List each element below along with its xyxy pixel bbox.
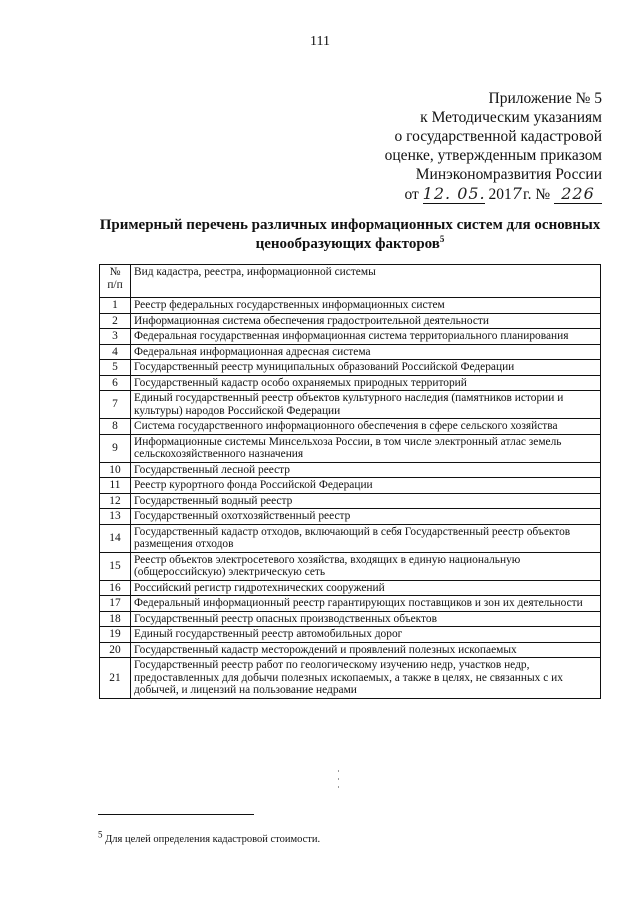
handwritten-order-number: 226 (561, 184, 595, 203)
handwritten-date: 12. 05. (422, 184, 486, 203)
row-number-cell: 7 (100, 391, 131, 419)
row-name-cell: Государственный водный реестр (131, 493, 601, 509)
row-number-cell: 6 (100, 375, 131, 391)
scan-marks (338, 770, 340, 790)
row-name-cell: Система государственного информационного обеспечения в сфере сельского хозяйства (131, 419, 601, 435)
row-name-cell: Федеральная информационная адресная система (131, 344, 601, 360)
row-name-cell: Реестр объектов электросетевого хозяйства, входящих в единую национальную (общероссийскую) электрическую сеть (131, 552, 601, 580)
footnote (98, 829, 321, 845)
row-name-cell: Государственный кадастр месторождений и проявлений полезных ископаемых (131, 642, 601, 658)
table-row (100, 580, 601, 596)
table-row (100, 658, 601, 699)
row-name-cell: Единый государственный реестр объектов культурного наследия (памятников истории и культуры) народов Российской Федерации (131, 391, 601, 419)
document-title (80, 216, 620, 254)
table-header-row (100, 265, 601, 298)
table-row (100, 329, 601, 345)
table-row (100, 524, 601, 552)
row-name-cell: Государственный реестр работ по геологическому изучению недр, участков недр, предоставленных для добычи полезных ископаемых, а также в целях, не связанных с их добычей, и лицензий на пользование недрами (131, 658, 601, 699)
row-number-cell: 10 (100, 462, 131, 478)
appendix-line-1: Приложение № 5 (488, 90, 602, 107)
table-row (100, 434, 601, 462)
table-row (100, 375, 601, 391)
footnote-divider (98, 814, 254, 815)
table-row (100, 391, 601, 419)
row-number-cell: 13 (100, 509, 131, 525)
header-number-abbrev: п/п (107, 278, 123, 291)
row-number-cell: 5 (100, 360, 131, 376)
row-name-cell: Реестр федеральных государственных информационных систем (131, 298, 601, 314)
row-name-cell: Федеральная государственная информационная система территориального планирования (131, 329, 601, 345)
header-number-cell (100, 265, 131, 298)
row-number-cell: 9 (100, 434, 131, 462)
row-number-cell: 14 (100, 524, 131, 552)
row-number-cell: 12 (100, 493, 131, 509)
year-suffix: г. № (522, 186, 551, 203)
row-number-cell: 2 (100, 313, 131, 329)
title-line-1: Примерный перечень различных информационных систем для основных (99, 217, 601, 233)
row-number-cell: 8 (100, 419, 131, 435)
appendix-date-line (350, 184, 602, 204)
order-number-field (554, 186, 602, 204)
systems-table (99, 264, 601, 699)
table-row (100, 298, 601, 314)
footnote-mark: 5 (98, 829, 103, 840)
row-number-cell: 16 (100, 580, 131, 596)
row-name-cell: Государственный охотхозяйственный реестр (131, 509, 601, 525)
row-name-cell: Государственный кадастр особо охраняемых природных территорий (131, 375, 601, 391)
handwritten-year-digit: 7 (511, 184, 523, 203)
row-number-cell: 19 (100, 627, 131, 643)
row-name-cell: Федеральный информационный реестр гарантирующих поставщиков и зон их деятельности (131, 596, 601, 612)
row-number-cell: 3 (100, 329, 131, 345)
row-name-cell: Реестр курортного фонда Российской Федерации (131, 478, 601, 494)
row-number-cell: 18 (100, 611, 131, 627)
year-prefix: 201 (488, 186, 512, 203)
row-number-cell: 15 (100, 552, 131, 580)
row-name-cell: Государственный реестр муниципальных образований Российской Федерации (131, 360, 601, 376)
row-number-cell: 4 (100, 344, 131, 360)
scan-dots (338, 770, 340, 790)
row-name-cell: Единый государственный реестр автомобильных дорог (131, 627, 601, 643)
header-number-symbol: № (109, 266, 121, 278)
table-row (100, 419, 601, 435)
table-row (100, 313, 601, 329)
footnote-text: Для целей определения кадастровой стоимости. (102, 834, 321, 845)
title-footnote-mark: 5 (439, 234, 445, 244)
title-line-2 (80, 235, 620, 254)
row-number-cell: 17 (100, 596, 131, 612)
table-row (100, 611, 601, 627)
table-row (100, 627, 601, 643)
title-line-2-text: ценообразующих факторов (255, 236, 440, 252)
row-number-cell: 20 (100, 642, 131, 658)
table-row (100, 462, 601, 478)
table-row (100, 493, 601, 509)
appendix-line-4: оценке, утвержденным приказом (384, 147, 602, 164)
table-row (100, 478, 601, 494)
appendix-line-5: Минэкономразвития России (415, 166, 602, 183)
row-name-cell: Государственный реестр опасных производственных объектов (131, 611, 601, 627)
row-number-cell: 11 (100, 478, 131, 494)
row-name-cell: Государственный лесной реестр (131, 462, 601, 478)
table-row (100, 509, 601, 525)
appendix-block (350, 89, 602, 204)
row-name-cell: Информационная система обеспечения градостроительной деятельности (131, 313, 601, 329)
row-name-cell: Российский регистр гидротехнических сооружений (131, 580, 601, 596)
appendix-line-3: о государственной кадастровой (394, 128, 602, 145)
table-row (100, 360, 601, 376)
table-row (100, 642, 601, 658)
table-row (100, 596, 601, 612)
date-prefix: от (404, 186, 419, 203)
appendix-line-2: к Методическим указаниям (420, 109, 602, 126)
row-number-cell: 1 (100, 298, 131, 314)
page-number: 111 (310, 34, 330, 49)
table-row (100, 344, 601, 360)
table-row (100, 552, 601, 580)
row-name-cell: Государственный кадастр отходов, включающий в себя Государственный реестр объектов размещения отходов (131, 524, 601, 552)
header-name-cell: Вид кадастра, реестра, информационной системы (131, 265, 601, 298)
date-field (423, 186, 485, 204)
row-number-cell: 21 (100, 658, 131, 699)
row-name-cell: Информационные системы Минсельхоза России, в том числе электронный атлас земель сельскохозяйственного назначения (131, 434, 601, 462)
